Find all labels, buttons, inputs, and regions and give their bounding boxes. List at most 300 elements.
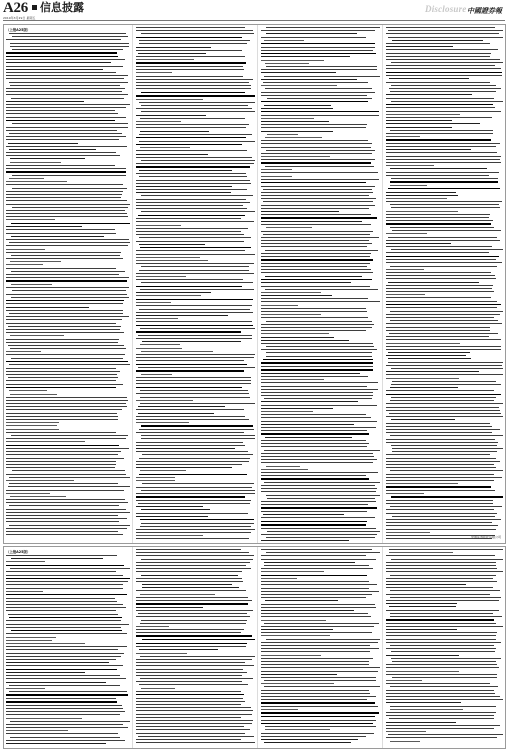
text-line	[391, 559, 503, 560]
text-line	[267, 531, 380, 532]
text-line	[267, 98, 373, 99]
text-line	[261, 72, 336, 73]
text-line	[136, 707, 251, 708]
column-text	[136, 549, 255, 746]
column-1	[4, 25, 132, 543]
text-line	[264, 686, 380, 687]
text-line	[136, 360, 244, 361]
text-line	[261, 677, 376, 678]
text-line	[10, 162, 61, 163]
text-line	[6, 627, 121, 628]
text-line	[261, 111, 379, 112]
text-line	[6, 120, 115, 121]
text-line	[136, 669, 243, 670]
text-line	[261, 314, 321, 315]
text-line	[136, 662, 245, 663]
text-line	[386, 82, 490, 83]
text-line	[136, 318, 178, 319]
text-line	[266, 227, 312, 228]
text-line	[261, 292, 321, 293]
text-line	[6, 78, 124, 79]
text-line	[6, 665, 123, 666]
text-line	[386, 111, 501, 112]
text-line	[266, 27, 380, 28]
text-line	[6, 245, 128, 246]
text-line	[386, 56, 490, 57]
text-line	[386, 49, 498, 50]
text-line	[136, 66, 243, 67]
text-line	[136, 279, 243, 280]
text-line	[386, 243, 451, 244]
text-line	[6, 653, 124, 654]
column-divider	[382, 25, 383, 543]
text-line	[264, 482, 380, 483]
text-line	[6, 714, 120, 715]
text-line	[6, 52, 117, 53]
text-line	[136, 312, 253, 313]
text-line	[6, 277, 129, 278]
text-line	[392, 677, 497, 678]
text-line	[8, 143, 78, 144]
text-line	[261, 658, 373, 659]
text-line	[386, 33, 499, 34]
text-line	[261, 699, 367, 700]
text-line	[136, 357, 254, 358]
text-line	[390, 266, 497, 267]
text-line	[261, 716, 375, 717]
text-line	[386, 565, 496, 566]
text-line	[261, 645, 370, 646]
text-line	[261, 736, 366, 737]
text-line	[263, 514, 344, 515]
text-line	[390, 686, 497, 687]
text-line	[261, 597, 366, 598]
text-line	[141, 620, 247, 621]
text-line	[388, 352, 470, 353]
text-line	[386, 477, 502, 478]
text-line	[10, 43, 129, 44]
text-line	[386, 156, 501, 157]
text-line	[136, 496, 245, 497]
text-line	[6, 682, 106, 683]
text-line	[261, 231, 373, 232]
text-line	[386, 699, 503, 700]
text-line	[386, 165, 434, 166]
text-line	[265, 289, 378, 290]
text-line	[6, 168, 126, 169]
text-line	[136, 513, 248, 514]
text-line	[6, 397, 127, 398]
text-line	[261, 613, 368, 614]
text-line	[6, 280, 127, 281]
text-line	[386, 291, 494, 292]
text-line	[140, 118, 245, 119]
text-line	[266, 321, 372, 322]
text-line	[136, 88, 251, 89]
text-line	[6, 184, 123, 185]
text-line	[261, 301, 380, 302]
text-line	[140, 289, 253, 290]
text-line	[136, 714, 252, 715]
text-line	[386, 671, 459, 672]
text-line	[389, 552, 453, 553]
text-line	[139, 474, 248, 475]
text-line	[389, 78, 470, 79]
column-text	[136, 27, 255, 541]
text-line	[392, 381, 496, 382]
text-line	[138, 367, 255, 368]
text-line	[386, 461, 500, 462]
text-line	[138, 503, 250, 504]
text-line	[263, 189, 372, 190]
text-line	[9, 685, 120, 686]
text-line	[136, 568, 251, 569]
text-line	[136, 260, 208, 261]
text-line	[136, 581, 243, 582]
text-line	[136, 121, 181, 122]
text-line	[6, 425, 57, 426]
text-line	[261, 739, 358, 740]
text-line	[136, 610, 253, 611]
text-line	[136, 480, 175, 481]
text-line	[386, 490, 495, 491]
text-line	[136, 166, 250, 167]
text-line	[261, 243, 372, 244]
text-line	[136, 672, 247, 673]
text-line	[136, 234, 244, 235]
text-line	[136, 273, 254, 274]
text-line	[6, 490, 124, 491]
text-line	[261, 298, 368, 299]
text-line	[391, 384, 501, 385]
text-line	[386, 522, 492, 523]
text-line	[390, 91, 496, 92]
text-line	[136, 552, 249, 553]
text-line	[386, 503, 493, 504]
text-line	[9, 477, 130, 478]
text-line	[141, 33, 254, 34]
text-line	[386, 349, 501, 350]
text-line	[9, 133, 122, 134]
text-line	[6, 413, 117, 414]
text-line	[141, 688, 175, 689]
text-line	[136, 562, 250, 563]
text-line	[6, 252, 121, 253]
text-line	[141, 523, 254, 524]
column-2	[134, 25, 257, 543]
text-line	[6, 565, 124, 566]
text-line	[386, 297, 491, 298]
text-line	[386, 278, 496, 279]
text-line	[386, 162, 501, 163]
text-line	[6, 534, 123, 535]
text-line	[136, 739, 241, 740]
text-line	[140, 328, 255, 329]
text-line	[139, 309, 250, 310]
text-line	[261, 616, 371, 617]
text-line	[136, 467, 232, 468]
text-line	[386, 690, 494, 691]
text-line	[392, 661, 496, 662]
text-line	[261, 30, 375, 31]
footnote: 中国证券报社有限公司	[470, 535, 501, 539]
text-line	[10, 721, 130, 722]
text-line	[386, 307, 497, 308]
text-line	[136, 416, 245, 417]
text-line	[386, 509, 494, 510]
text-line	[261, 311, 367, 312]
text-line	[8, 326, 121, 327]
column-text	[386, 549, 503, 746]
text-line	[140, 403, 255, 404]
text-line	[136, 150, 247, 151]
text-line	[6, 127, 128, 128]
column-text	[6, 555, 130, 746]
text-line	[261, 401, 358, 402]
text-line	[266, 466, 300, 467]
text-line	[136, 62, 246, 63]
text-line	[386, 136, 420, 137]
text-line	[6, 171, 126, 172]
text-line	[264, 76, 380, 77]
text-line	[136, 99, 203, 100]
text-line	[261, 308, 366, 309]
text-line	[261, 208, 369, 209]
text-line	[9, 505, 118, 506]
text-line	[261, 131, 333, 132]
text-line	[386, 416, 503, 417]
text-line	[6, 429, 59, 430]
text-line	[136, 448, 235, 449]
text-line	[261, 362, 373, 363]
section-title: 信息披露	[40, 1, 84, 14]
text-line	[386, 149, 471, 150]
text-line	[389, 718, 494, 719]
text-line	[389, 333, 497, 334]
text-line	[136, 659, 252, 660]
text-line	[261, 459, 377, 460]
text-line	[141, 425, 252, 426]
text-line	[261, 478, 369, 479]
text-line	[136, 137, 246, 138]
text-line	[261, 433, 369, 434]
text-line	[136, 82, 249, 83]
text-line	[136, 653, 187, 654]
text-line	[6, 584, 123, 585]
text-line	[8, 486, 130, 487]
text-line	[6, 646, 127, 647]
text-line	[6, 229, 115, 230]
text-line	[386, 104, 493, 105]
text-line	[6, 620, 121, 621]
column-text	[261, 549, 380, 746]
text-line	[141, 282, 253, 283]
text-line	[6, 303, 123, 304]
text-line	[386, 201, 502, 202]
text-line	[6, 571, 116, 572]
text-line	[9, 149, 96, 150]
text-line	[6, 94, 128, 95]
text-line	[386, 139, 491, 140]
text-line	[386, 339, 501, 340]
text-line	[261, 121, 329, 122]
text-line	[6, 213, 127, 214]
text-line	[261, 286, 370, 287]
text-line	[6, 705, 122, 706]
text-line	[386, 123, 480, 124]
text-line	[136, 432, 244, 433]
text-line	[136, 354, 255, 355]
text-line	[261, 56, 350, 57]
text-line	[136, 299, 253, 300]
text-line	[388, 282, 479, 283]
text-line	[136, 144, 242, 145]
text-line	[261, 629, 333, 630]
text-line	[6, 555, 117, 556]
text-line	[6, 300, 124, 301]
text-line	[261, 182, 366, 183]
text-line	[6, 226, 82, 227]
text-line	[266, 639, 380, 640]
text-line	[136, 208, 247, 209]
text-line	[136, 286, 242, 287]
page-number: A26	[3, 0, 28, 16]
text-line	[139, 684, 248, 685]
text-line	[6, 591, 43, 592]
text-line	[386, 314, 500, 315]
text-line	[386, 664, 497, 665]
column-3	[259, 547, 382, 748]
text-line	[6, 274, 119, 275]
text-line	[6, 718, 82, 719]
text-line	[136, 173, 246, 174]
header-divider	[3, 20, 505, 21]
text-line	[6, 515, 118, 516]
text-line	[386, 635, 496, 636]
text-line	[6, 181, 67, 182]
text-line	[386, 75, 502, 76]
text-line	[136, 665, 254, 666]
text-line	[261, 648, 379, 649]
text-line	[136, 56, 245, 57]
text-line	[386, 146, 496, 147]
text-line	[136, 225, 181, 226]
text-line	[386, 195, 458, 196]
text-line	[141, 351, 213, 352]
text-line	[386, 731, 426, 732]
text-line	[266, 552, 380, 553]
text-line	[141, 490, 255, 491]
text-line	[261, 169, 292, 170]
text-line	[392, 451, 498, 452]
text-line	[386, 474, 494, 475]
text-line	[6, 194, 122, 195]
text-line	[386, 117, 492, 118]
text-line	[6, 354, 125, 355]
text-line	[139, 170, 231, 171]
text-line	[261, 469, 308, 470]
text-line	[141, 559, 252, 560]
text-line	[136, 626, 169, 627]
text-line	[261, 491, 376, 492]
text-line	[386, 623, 496, 624]
text-line	[261, 259, 373, 260]
text-line	[390, 706, 496, 707]
text-line	[6, 740, 125, 741]
text-line	[386, 390, 494, 391]
text-line	[6, 339, 119, 340]
text-line	[136, 419, 249, 420]
text-line	[8, 377, 117, 378]
text-line	[261, 626, 374, 627]
text-line	[386, 172, 499, 173]
text-line	[141, 160, 255, 161]
text-line	[11, 98, 124, 99]
text-line	[386, 619, 494, 620]
text-line	[386, 343, 460, 344]
text-line	[140, 519, 254, 520]
text-line	[261, 581, 369, 582]
text-line	[390, 227, 495, 228]
text-line	[136, 694, 244, 695]
text-line	[386, 584, 466, 585]
text-line	[267, 134, 298, 135]
text-line	[261, 386, 367, 387]
text-line	[261, 655, 321, 656]
text-line	[390, 435, 503, 436]
text-line	[6, 249, 45, 250]
text-line	[261, 147, 371, 148]
text-line	[6, 604, 123, 605]
disclosure-panel-bottom	[3, 546, 506, 749]
text-line	[6, 316, 129, 317]
text-line	[136, 675, 242, 676]
text-line	[136, 698, 243, 699]
text-line	[390, 168, 487, 169]
text-line	[261, 667, 380, 668]
text-line	[261, 85, 337, 86]
text-line	[261, 635, 330, 636]
text-line	[386, 483, 458, 484]
text-line	[6, 698, 116, 699]
text-line	[261, 411, 313, 412]
text-line	[392, 448, 503, 449]
text-line	[136, 254, 255, 255]
text-line	[136, 189, 247, 190]
text-line	[9, 617, 122, 618]
text-line	[261, 549, 372, 550]
text-line	[6, 672, 85, 673]
text-line	[386, 610, 499, 611]
text-line	[386, 454, 490, 455]
text-line	[386, 240, 500, 241]
text-line	[6, 633, 127, 634]
text-line	[6, 711, 125, 712]
text-line	[6, 197, 121, 198]
text-line	[136, 348, 182, 349]
text-line	[136, 461, 249, 462]
text-line	[261, 153, 372, 154]
text-line	[261, 693, 370, 694]
text-line	[261, 511, 367, 512]
text-line	[6, 39, 121, 40]
text-line	[265, 137, 322, 138]
text-line	[386, 65, 495, 66]
text-line	[386, 702, 461, 703]
text-line	[12, 123, 128, 124]
panel-title: （上接A25版）	[6, 28, 31, 32]
text-line	[6, 387, 116, 388]
